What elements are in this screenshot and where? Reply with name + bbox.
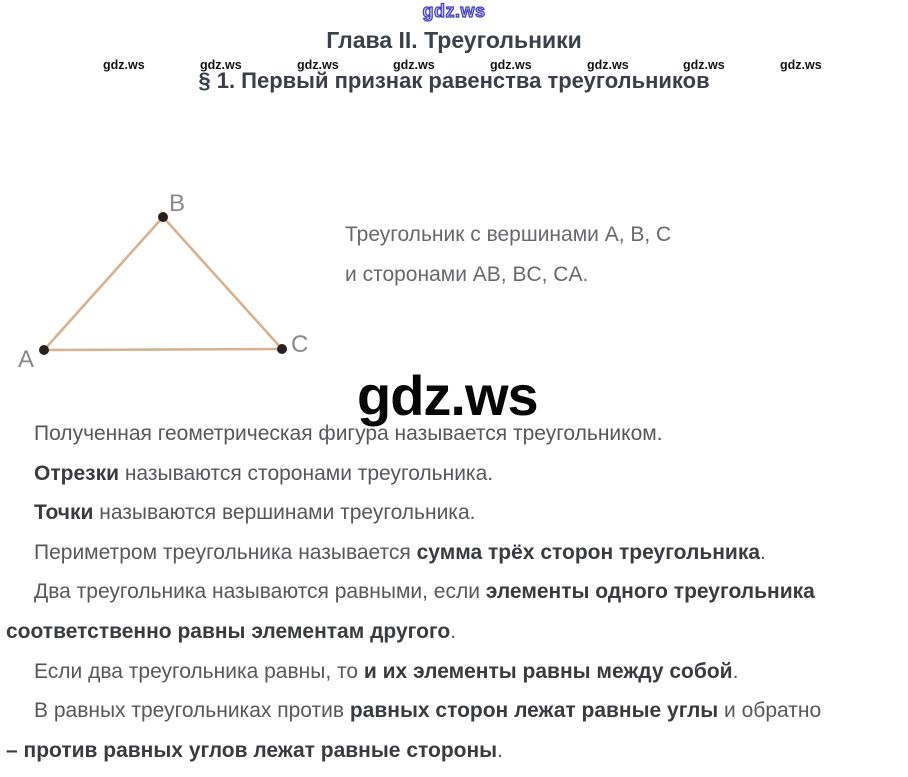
side-bc [163, 217, 282, 349]
chapter-title: Глава II. Треугольники [326, 27, 582, 53]
bold-text: сумма трёх сторон треугольника [416, 540, 761, 564]
regular-text: . [497, 738, 503, 762]
watermark-small: gdz.ws [200, 58, 242, 72]
bold-text: Отрезки [34, 461, 119, 485]
text-line [0, 612, 908, 652]
text-line [0, 454, 908, 494]
regular-text: . [450, 619, 457, 643]
watermark-small: gdz.ws [297, 58, 339, 72]
side-ab [44, 217, 163, 350]
text-line [0, 572, 908, 612]
text-line [0, 731, 908, 771]
watermark-small: gdz.ws [393, 58, 435, 72]
bold-text: равных сторон лежат равные углы [349, 699, 719, 723]
text-line [0, 493, 908, 533]
bold-text: – против равных углов лежат равные стороны [6, 738, 498, 762]
regular-text: Два треугольника называются равными, если [34, 580, 486, 604]
figure-caption [345, 215, 671, 295]
section-title: § 1. Первый признак равенства треугольников [198, 68, 710, 93]
regular-text: Полученная геометрическая фигура называется треугольником. [34, 422, 663, 445]
regular-text: называются вершинами треугольника. [93, 501, 476, 525]
regular-text: называются сторонами треугольника. [118, 461, 494, 485]
vertex-c-label: C [291, 331, 309, 358]
vertex-b-dot [158, 212, 168, 222]
vertex-a-label: A [18, 346, 35, 373]
watermark-small: gdz.ws [780, 58, 822, 72]
vertex-a-dot [39, 345, 49, 355]
triangle-figure [0, 185, 330, 375]
vertex-c-dot [277, 344, 287, 354]
regular-text: В равных треугольниках против [34, 699, 350, 723]
text-line [0, 652, 908, 692]
text-line [0, 691, 908, 731]
bold-text: Точки [34, 501, 94, 525]
watermark-small: gdz.ws [103, 58, 145, 72]
bold-text: соответственно равны элементам другого [6, 619, 451, 643]
regular-text: Периметром треугольника называется [34, 540, 417, 564]
regular-text: Если два треугольника равны, то [34, 659, 364, 683]
watermark-big: gdz.ws [357, 364, 538, 427]
bold-text: и их элементы равны между собой [363, 659, 733, 683]
figure-caption-line: и сторонами AB, BC, CA. [345, 263, 589, 286]
side-ca [44, 349, 282, 350]
regular-text: . [732, 659, 739, 683]
vertex-b-label: B [169, 190, 186, 217]
watermark-small: gdz.ws [490, 58, 532, 72]
regular-text: . [760, 540, 766, 564]
bold-text: элементы одного треугольника [485, 580, 815, 604]
watermark-small: gdz.ws [683, 58, 725, 72]
text-line [0, 533, 908, 573]
regular-text: и обратно [718, 699, 822, 723]
figure-caption-line: Треугольник с вершинами A, B, C [345, 223, 672, 246]
watermark-small: gdz.ws [587, 58, 629, 72]
watermark-top: gdz.ws [422, 1, 486, 21]
body-text [0, 414, 908, 770]
